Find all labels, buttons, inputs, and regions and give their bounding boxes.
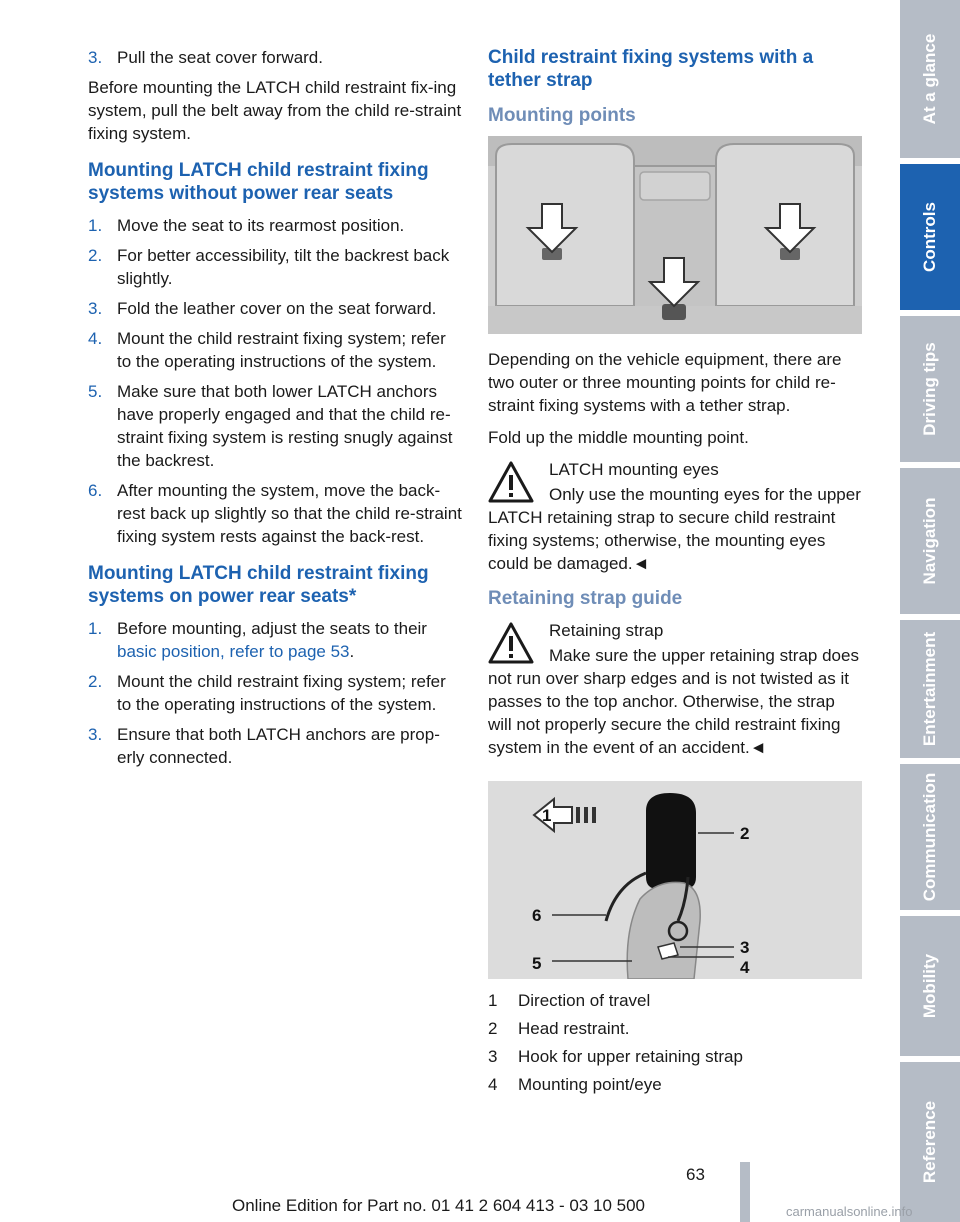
rear-seats-illustration — [488, 136, 862, 334]
intro-paragraph: Before mounting the LATCH child restraint fix-ing system, pull the belt away from the child re-straint fixing system. — [88, 78, 462, 143]
warning-body: Only use the mounting eyes for the upper LATCH retaining strap to secure child restraint fixing systems; otherwise, the mounting eyes could be damaged.◄ — [488, 485, 861, 573]
mounting-points-figure — [488, 136, 862, 334]
list-item — [88, 327, 462, 373]
warning-triangle-icon — [488, 622, 534, 664]
mounting-points-paragraph: Depending on the vehicle equipment, there are two outer or three mounting points for child re-straint fixing systems with a tether strap. — [488, 350, 842, 415]
list-item — [88, 380, 462, 472]
step-text: Ensure that both LATCH anchors are prop-erly connected. — [117, 725, 440, 767]
step-number: 2. — [88, 246, 103, 265]
chapter-tabs — [900, 0, 960, 1222]
warning-title: LATCH mounting eyes — [549, 460, 719, 479]
fold-up-paragraph: Fold up the middle mounting point. — [488, 428, 749, 447]
legend-number: 2 — [488, 1019, 498, 1038]
step-text: Mount the child restraint fixing system; refer to the operating instructions of the system. — [117, 329, 446, 371]
step-text-end: . — [349, 642, 355, 661]
tab-label: Communication — [920, 772, 939, 902]
tab-communication[interactable] — [900, 764, 960, 910]
step-number: 6. — [88, 481, 103, 500]
legend-number: 1 — [488, 991, 498, 1010]
list-item — [88, 670, 462, 716]
step-number: 2. — [88, 672, 103, 691]
figure-label-1: 1 — [542, 806, 552, 825]
list-item — [88, 46, 462, 69]
legend-text: Hook for upper retaining strap — [518, 1047, 743, 1066]
list-item — [88, 479, 462, 548]
tab-controls[interactable] — [900, 164, 960, 310]
warning-text — [488, 483, 862, 575]
strap-guide-figure — [488, 781, 862, 979]
warning-retaining-strap — [488, 619, 862, 759]
legend-text: Head restraint. — [518, 1019, 630, 1038]
list-item — [488, 1045, 862, 1068]
step-text: After mounting the system, move the back-rest back up slightly so that the child re-straint fixing system rests against the back-rest. — [117, 481, 462, 546]
warning-body: Make sure the upper retaining strap does not run over sharp edges and is not twisted as it passes to the top anchor. Otherwise, the strap will not properly secure the child restraint fixing system in the event of an accident.◄ — [488, 646, 859, 757]
step-number: 1. — [88, 216, 103, 235]
list-item — [88, 214, 462, 237]
list-item — [88, 244, 462, 290]
step-text: Pull the seat cover forward. — [117, 48, 323, 67]
section-heading-without-power-seats: Mounting LATCH child restraint fixing systems without power rear seats — [88, 160, 429, 204]
subheading-mounting-points: Mounting points — [488, 105, 636, 126]
tab-label: Reference — [920, 1100, 939, 1184]
tab-at-a-glance[interactable] — [900, 0, 960, 158]
steps-power-seats — [88, 617, 462, 769]
legend-text: Mounting point/eye — [518, 1075, 662, 1094]
legend-number: 4 — [488, 1075, 498, 1094]
figure-label-3: 3 — [740, 938, 750, 957]
warning-latch-eyes — [488, 458, 862, 575]
figure-label-5: 5 — [532, 954, 542, 973]
tab-label: At a glance — [920, 33, 939, 125]
figure-legend — [488, 989, 862, 1096]
step-text: Fold the leather cover on the seat forward. — [117, 299, 437, 318]
top-steps — [88, 46, 462, 69]
step-number: 1. — [88, 619, 103, 638]
step-number: 3. — [88, 725, 103, 744]
step-number: 5. — [88, 382, 103, 401]
tab-label: Entertainment — [920, 631, 939, 747]
right-column — [488, 46, 862, 1101]
step-number: 3. — [88, 299, 103, 318]
list-item — [488, 989, 862, 1012]
tab-entertainment[interactable] — [900, 620, 960, 758]
tab-label: Mobility — [920, 953, 939, 1019]
tab-mobility[interactable] — [900, 916, 960, 1056]
head-restraint-illustration — [488, 781, 862, 979]
steps-without-power-seats — [88, 214, 462, 548]
tab-reference[interactable] — [900, 1062, 960, 1222]
page-number: 63 — [686, 1165, 705, 1184]
page-reference-link[interactable]: basic position, refer to page 53 — [117, 642, 350, 661]
step-text: Mount the child restraint fixing system; refer to the operating instructions of the system. — [117, 672, 446, 714]
subheading-strap-guide: Retaining strap guide — [488, 588, 683, 609]
list-item — [88, 723, 462, 769]
legend-text: Direction of travel — [518, 991, 651, 1010]
watermark: carmanualsonline.info — [786, 1204, 913, 1219]
step-number: 3. — [88, 48, 103, 67]
step-text: Make sure that both lower LATCH anchors have properly engaged and that the child re-straint fixing system is resting snugly against the backrest. — [117, 382, 453, 470]
warning-title: Retaining strap — [549, 621, 664, 640]
list-item — [88, 617, 462, 663]
section-heading-power-seats: Mounting LATCH child restraint fixing systems on power rear seats* — [88, 563, 429, 607]
tab-label: Driving tips — [920, 342, 939, 436]
tab-label: Controls — [920, 202, 939, 272]
left-column — [88, 46, 462, 776]
list-item — [88, 297, 462, 320]
section-heading-tether: Child restraint fixing systems with a tether strap — [488, 47, 814, 91]
tab-driving-tips[interactable] — [900, 316, 960, 462]
tab-navigation[interactable] — [900, 468, 960, 614]
page-number-bar — [740, 1162, 750, 1222]
warning-text — [488, 644, 862, 759]
list-item — [488, 1073, 862, 1096]
figure-label-4: 4 — [740, 958, 750, 977]
step-text: Move the seat to its rearmost position. — [117, 216, 405, 235]
figure-label-6: 6 — [532, 906, 542, 925]
figure-label-2: 2 — [740, 824, 750, 843]
step-text: For better accessibility, tilt the backrest back slightly. — [117, 246, 450, 288]
list-item — [488, 1017, 862, 1040]
step-text-lead: Before mounting, adjust the seats to their — [117, 619, 427, 638]
step-text — [117, 617, 462, 663]
tab-label: Navigation — [920, 497, 939, 585]
legend-number: 3 — [488, 1047, 498, 1066]
footer-text: Online Edition for Part no. 01 41 2 604 413 - 03 10 500 — [232, 1196, 646, 1215]
step-number: 4. — [88, 329, 103, 348]
warning-triangle-icon — [488, 461, 534, 503]
